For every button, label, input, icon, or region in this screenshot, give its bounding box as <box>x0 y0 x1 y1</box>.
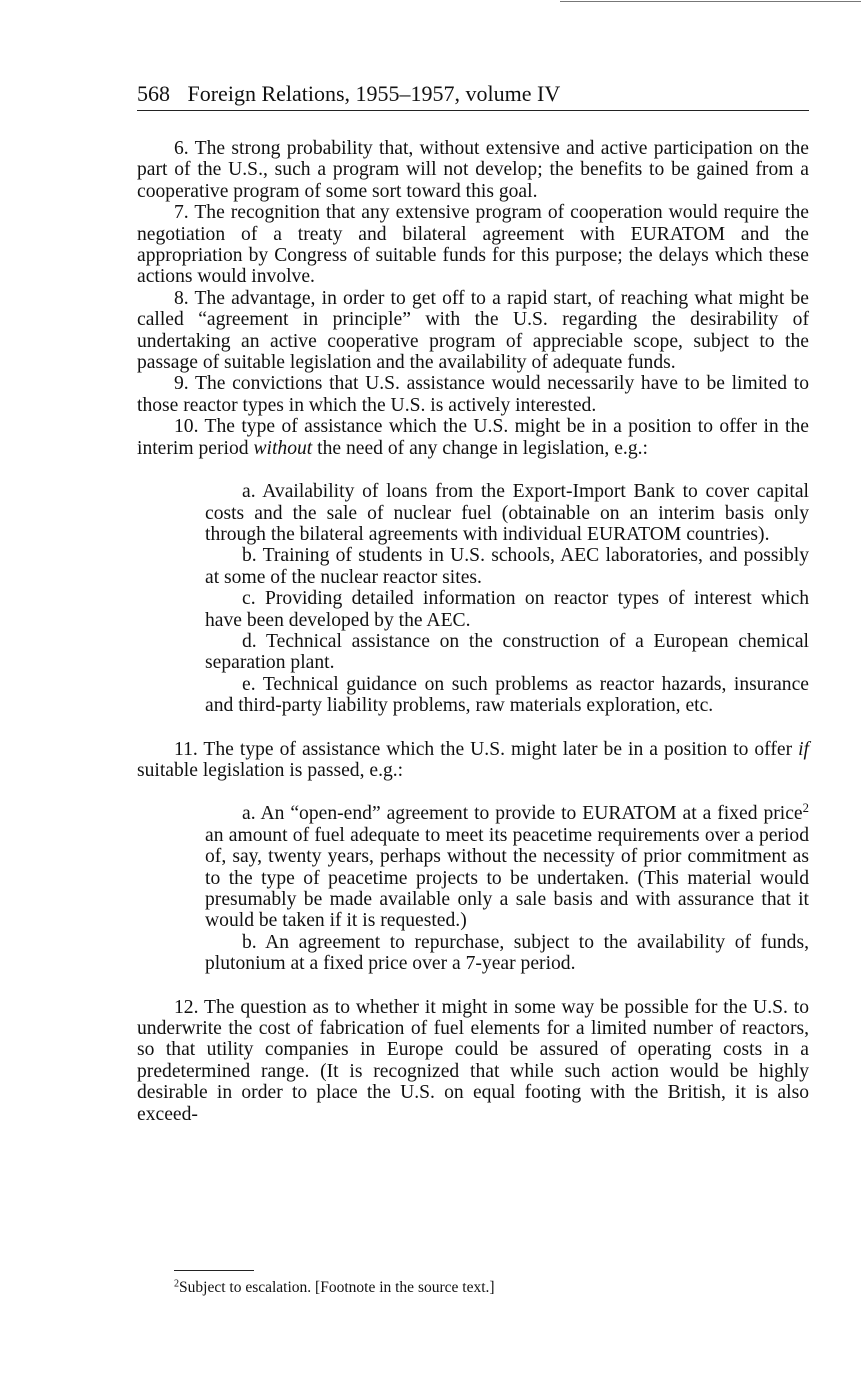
spacer <box>137 975 809 997</box>
paragraph-8: 8. The advantage, in order to get off to a rapid start, of reaching what might be called “agreement in principle” with the U.S. regarding the desirability of undertaking an active cooperative program of appreciable scope, subject to the passage of suitable legislation and the availability of adequate funds. <box>137 287 809 374</box>
paragraph-7: 7. The recognition that any extensive program of cooperation would require the negotiation of a treaty and bilateral agreement with EURATOM and the appropriation by Congress of suitable funds for this purpose; the delays which these actions would involve. <box>137 202 809 288</box>
paragraph-9: 9. The convictions that U.S. assistance would necessarily have to be limited to those reactor types in which the U.S. is actively interested. <box>137 373 809 416</box>
paragraph-11a-text-end: an amount of fuel adequate to meet its peacetime requirements over a period of, say, twenty years, perhaps without the necessity of prior commitment as to the type of peacetime projects to be undertaken. (This material would presumably be made available only a sale basis and with assurance that it would be taken if it is requested.) <box>205 824 809 932</box>
body-text <box>137 138 809 1125</box>
paragraph-11b: b. An agreement to repurchase, subject to the availability of funds, plutonium at a fixed price over a 7-year period. <box>205 931 809 975</box>
paragraph-12: 12. The question as to whether it might in some way be possible for the U.S. to underwrite the cost of fabrication of fuel elements for a limited number of reactors, so that utility companies in Europe could be assured of operating costs in a predetermined range. (It is recognized that while such action would be highly desirable in order to place the U.S. on equal footing with the British, it is also exceed- <box>137 996 809 1125</box>
paragraph-6: 6. The strong probability that, without extensive and active participation on the part of the U.S., such a program will not develop; the benefits to be gained from a cooperative program of some sort toward this goal. <box>137 138 809 202</box>
paragraph-11-emphasis: if <box>798 738 809 760</box>
paragraph-10c: c. Providing detailed information on reactor types of interest which have been developed by the AEC. <box>205 588 809 631</box>
running-header <box>137 80 809 111</box>
page-number: 568 <box>137 81 170 106</box>
paragraph-10d: d. Technical assistance on the construction of a European chemical separation plant. <box>205 630 809 674</box>
paragraph-11-text-end: suitable legislation is passed, e.g.: <box>137 759 404 781</box>
paragraph-10 <box>137 416 809 459</box>
footnote-marker: 2 <box>174 1278 180 1290</box>
running-title: Foreign Relations, 1955–1957, volume IV <box>187 81 561 106</box>
paragraph-10b: b. Training of students in U.S. schools, AEC laboratories, and possibly at some of the nuclear reactor sites. <box>205 545 809 588</box>
paragraph-10-text-end: the need of any change in legislation, e.g.: <box>312 437 648 459</box>
spacer <box>137 717 809 739</box>
paragraph-11a <box>205 803 809 931</box>
spacer <box>137 459 809 481</box>
paragraph-10a: a. Availability of loans from the Export-Import Bank to cover capital costs and the sale of nuclear fuel (obtainable on an interim basis only through the bilateral agreements with individual EURATOM countries). <box>205 481 809 545</box>
spacer <box>137 781 809 803</box>
paragraph-10-emphasis: without <box>253 437 313 459</box>
footnote-text: Subject to escalation. [Footnote in the source text.] <box>179 1279 495 1296</box>
paragraph-10-text-start: 10. The type of assistance which the U.S. might be in a position to offer in the interim period <box>137 416 809 459</box>
paragraph-11 <box>137 739 809 782</box>
top-edge-rule <box>560 1 861 2</box>
footnote-rule <box>174 1270 254 1271</box>
paragraph-11-text-start: 11. The type of assistance which the U.S. might later be in a position to offer <box>174 738 799 760</box>
footnote-reference: 2 <box>802 801 809 816</box>
footnote <box>174 1278 495 1298</box>
paragraph-10e: e. Technical guidance on such problems as reactor hazards, insurance and third-party liability problems, raw materials exploration, etc. <box>205 673 809 717</box>
paragraph-11a-text-start: a. An “open-end” agreement to provide to EURATOM at a fixed price <box>242 803 803 825</box>
